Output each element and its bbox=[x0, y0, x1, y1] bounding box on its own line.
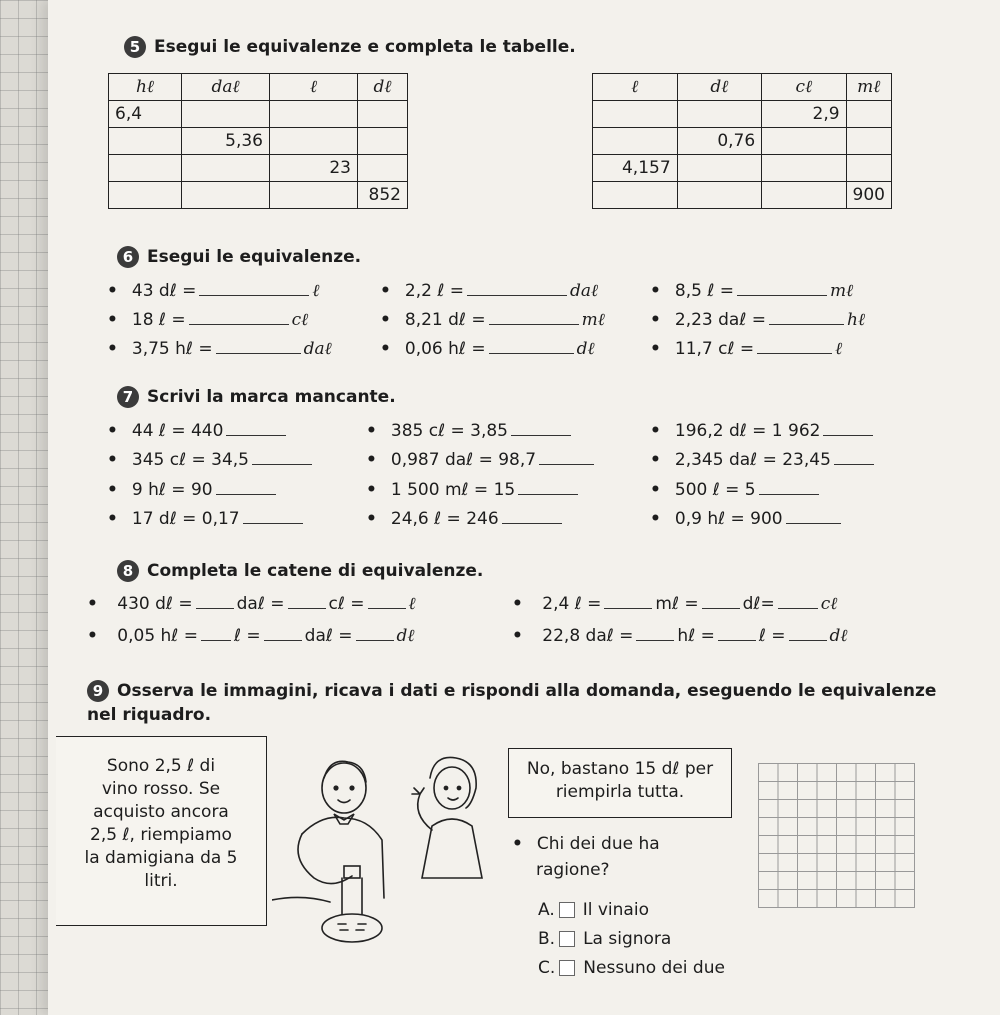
ex6-item bbox=[107, 339, 332, 359]
answer-blank[interactable] bbox=[757, 339, 832, 354]
ex6-item-left: 8,21 dℓ = bbox=[404, 310, 486, 330]
ex7-item-text: 44 ℓ = 440 bbox=[131, 421, 224, 441]
ex7-item bbox=[366, 421, 574, 441]
illustration-vinaio-signora bbox=[272, 748, 508, 944]
ex6-title: Esegui le equivalenze. bbox=[147, 247, 362, 267]
t2-header: dℓ bbox=[677, 74, 762, 101]
answer-blank[interactable] bbox=[786, 509, 841, 524]
ex8-number: 8 bbox=[117, 560, 139, 582]
ex5-number: 5 bbox=[124, 36, 146, 58]
chain-unit: daℓ = bbox=[304, 626, 353, 646]
answer-blank[interactable] bbox=[636, 626, 674, 641]
bubble-right-line: No, bastano 15 dℓ per bbox=[526, 759, 714, 779]
ex6-item-unit: hℓ bbox=[847, 310, 866, 330]
ex7-item-text: 0,987 daℓ = 98,7 bbox=[390, 450, 537, 470]
t1-cell[interactable] bbox=[109, 128, 182, 155]
ex6-item bbox=[380, 310, 605, 330]
answer-blank[interactable] bbox=[467, 281, 567, 296]
t1-cell[interactable] bbox=[270, 128, 358, 155]
ex6-item-left: 2,23 daℓ = bbox=[674, 310, 767, 330]
ex7-item-text: 9 hℓ = 90 bbox=[131, 480, 213, 500]
option-letter: A. bbox=[538, 900, 555, 920]
ex5-title: Esegui le equivalenze e completa le tabelle. bbox=[154, 37, 576, 57]
answer-blank[interactable] bbox=[604, 594, 652, 609]
ex5-table-1 bbox=[108, 73, 408, 209]
ex7-item-text: 196,2 dℓ = 1 962 bbox=[674, 421, 821, 441]
ex5-table-2 bbox=[592, 73, 892, 209]
ex7-number: 7 bbox=[117, 386, 139, 408]
t1-cell[interactable] bbox=[358, 155, 408, 182]
ex6-item-left: 2,2 ℓ = bbox=[404, 281, 464, 301]
t1-cell[interactable] bbox=[270, 101, 358, 128]
answer-blank[interactable] bbox=[196, 594, 234, 609]
option-c[interactable] bbox=[538, 958, 725, 978]
ex7-item bbox=[650, 509, 844, 529]
ex8-chain bbox=[87, 626, 415, 646]
ex8-chain bbox=[512, 626, 848, 646]
ex6-item-left: 0,06 hℓ = bbox=[404, 339, 486, 359]
ex5-heading bbox=[124, 36, 576, 58]
t1-cell[interactable] bbox=[358, 128, 408, 155]
demijohn-body bbox=[322, 914, 382, 942]
ex7-item bbox=[650, 450, 877, 470]
answer-blank[interactable] bbox=[489, 339, 574, 354]
answer-blank[interactable] bbox=[702, 594, 740, 609]
t1-cell[interactable]: 852 bbox=[358, 182, 408, 209]
ex6-item-left: 8,5 ℓ = bbox=[674, 281, 734, 301]
ex7-item-text: 345 cℓ = 34,5 bbox=[131, 450, 249, 470]
answer-blank[interactable] bbox=[718, 626, 756, 641]
ex7-item-text: 2,345 daℓ = 23,45 bbox=[674, 450, 831, 470]
t2-cell[interactable] bbox=[593, 101, 678, 128]
chain-unit: ℓ = bbox=[758, 626, 786, 646]
ex6-item bbox=[650, 339, 842, 359]
answer-blank[interactable] bbox=[539, 450, 594, 465]
notebook-grid-margin bbox=[0, 0, 48, 1015]
checkbox-b[interactable] bbox=[559, 931, 575, 947]
ex6-item bbox=[380, 339, 595, 359]
question-line: • Chi dei due ha bbox=[512, 834, 660, 854]
t1-cell[interactable] bbox=[182, 101, 270, 128]
t2-header: mℓ bbox=[846, 74, 891, 101]
t2-cell[interactable] bbox=[846, 128, 891, 155]
t2-cell[interactable] bbox=[677, 101, 762, 128]
ex7-item bbox=[107, 509, 306, 529]
ex7-item-text: 385 cℓ = 3,85 bbox=[390, 421, 508, 441]
woman-head bbox=[434, 767, 470, 809]
ex6-item bbox=[107, 310, 308, 330]
woman-dress bbox=[422, 819, 482, 878]
ex7-item-text: 24,6 ℓ = 246 bbox=[390, 509, 499, 529]
ex7-item-text: 500 ℓ = 5 bbox=[674, 480, 756, 500]
t2-cell[interactable] bbox=[593, 182, 678, 209]
answer-blank[interactable] bbox=[759, 480, 819, 495]
chain-unit: dℓ bbox=[829, 626, 848, 646]
t2-cell[interactable]: 2,9 bbox=[762, 101, 846, 128]
ex6-item-left: 11,7 cℓ = bbox=[674, 339, 755, 359]
chain-unit: dℓ bbox=[396, 626, 415, 646]
ex6-heading bbox=[117, 246, 361, 268]
chain-unit: hℓ = bbox=[677, 626, 715, 646]
t1-header: dℓ bbox=[358, 74, 408, 101]
t1-header: ℓ bbox=[270, 74, 358, 101]
t1-cell[interactable] bbox=[109, 182, 182, 209]
question bbox=[512, 834, 660, 880]
chain-unit: mℓ = bbox=[655, 594, 699, 614]
t2-cell[interactable] bbox=[593, 128, 678, 155]
ex6-item-unit: ℓ bbox=[312, 281, 320, 301]
answer-blank[interactable] bbox=[288, 594, 326, 609]
ex6-item bbox=[380, 281, 598, 301]
t1-cell[interactable] bbox=[109, 155, 182, 182]
t2-header: ℓ bbox=[593, 74, 678, 101]
answer-blank[interactable] bbox=[356, 626, 394, 641]
ex7-item bbox=[107, 421, 289, 441]
chain-unit: daℓ = bbox=[236, 594, 285, 614]
chain-unit: ℓ bbox=[408, 594, 416, 614]
t2-cell[interactable]: 900 bbox=[846, 182, 891, 209]
ex6-item-unit: daℓ bbox=[303, 339, 332, 359]
option-b[interactable] bbox=[538, 929, 671, 949]
chain-unit: cℓ bbox=[820, 594, 838, 614]
ex6-item-left: 3,75 hℓ = bbox=[131, 339, 213, 359]
option-a[interactable] bbox=[538, 900, 649, 920]
t1-header: hℓ bbox=[109, 74, 182, 101]
ex8-chain bbox=[87, 594, 416, 614]
ex6-item-unit: dℓ bbox=[576, 339, 595, 359]
option-text: Nessuno dei due bbox=[583, 958, 725, 978]
t2-header: cℓ bbox=[762, 74, 846, 101]
ex6-item-unit: ℓ bbox=[835, 339, 843, 359]
speech-box-signora bbox=[508, 748, 732, 818]
calculation-grid[interactable] bbox=[758, 763, 915, 908]
chain-start: 430 dℓ = bbox=[117, 594, 193, 614]
woman-arm bbox=[418, 794, 432, 830]
checkbox-a[interactable] bbox=[559, 902, 575, 918]
ex6-item bbox=[650, 310, 865, 330]
bubble-right-line: riempirla tutta. bbox=[555, 782, 685, 802]
t2-cell[interactable] bbox=[677, 182, 762, 209]
speech-box-vinaio bbox=[56, 736, 267, 926]
answer-blank[interactable] bbox=[368, 594, 406, 609]
answer-blank[interactable] bbox=[489, 310, 579, 325]
option-letter: B. bbox=[538, 929, 556, 949]
bubble-left-line: Sono 2,5 ℓ di bbox=[106, 756, 216, 776]
ex7-item-text: 0,9 hℓ = 900 bbox=[674, 509, 783, 529]
ex7-item bbox=[650, 480, 822, 500]
ex6-number: 6 bbox=[117, 246, 139, 268]
answer-blank[interactable] bbox=[518, 480, 578, 495]
chain-unit: dℓ= bbox=[742, 594, 775, 614]
man-body bbox=[302, 817, 384, 898]
question-line: ragione? bbox=[536, 860, 610, 880]
t2-cell[interactable] bbox=[846, 101, 891, 128]
option-text: La signora bbox=[583, 929, 672, 949]
option-text: Il vinaio bbox=[582, 900, 649, 920]
checkbox-c[interactable] bbox=[559, 960, 575, 976]
answer-blank[interactable] bbox=[216, 339, 301, 354]
chain-unit: ℓ = bbox=[233, 626, 261, 646]
t1-cell[interactable] bbox=[182, 182, 270, 209]
chain-unit: cℓ = bbox=[328, 594, 365, 614]
t1-cell[interactable]: 23 bbox=[270, 155, 358, 182]
bubble-left-line: litri. bbox=[144, 871, 178, 891]
ex7-item-text: 1 500 mℓ = 15 bbox=[390, 480, 516, 500]
t1-cell[interactable] bbox=[270, 182, 358, 209]
t1-cell[interactable] bbox=[182, 155, 270, 182]
ex6-item-unit: daℓ bbox=[570, 281, 599, 301]
bubble-left-line: 2,5 ℓ, riempiamo bbox=[90, 825, 232, 845]
t2-cell[interactable] bbox=[762, 182, 846, 209]
answer-blank[interactable] bbox=[823, 421, 873, 436]
t2-cell[interactable]: 4,157 bbox=[593, 155, 678, 182]
answer-blank[interactable] bbox=[252, 450, 312, 465]
ex9-title-line1: Osserva le immagini, ricava i dati e rispondi alla domanda, eseguendo le equivalenze bbox=[117, 681, 937, 701]
bubble-left-line: acquisto ancora bbox=[93, 802, 229, 822]
ex7-item-text: 17 dℓ = 0,17 bbox=[131, 509, 240, 529]
answer-blank[interactable] bbox=[189, 310, 289, 325]
ex7-heading bbox=[117, 386, 396, 408]
t1-cell[interactable]: 5,36 bbox=[182, 128, 270, 155]
ex9-heading bbox=[87, 680, 936, 702]
answer-blank[interactable] bbox=[511, 421, 571, 436]
ex9-number: 9 bbox=[87, 680, 109, 702]
ex8-chain bbox=[512, 594, 837, 614]
ex6-item-unit: mℓ bbox=[830, 281, 854, 301]
answer-blank[interactable] bbox=[502, 509, 562, 524]
answer-blank[interactable] bbox=[737, 281, 827, 296]
t1-cell[interactable]: 6,4 bbox=[109, 101, 182, 128]
ex8-heading bbox=[117, 560, 483, 582]
ex7-title: Scrivi la marca mancante. bbox=[147, 387, 396, 407]
answer-blank[interactable] bbox=[778, 594, 818, 609]
chain-start: 2,4 ℓ = bbox=[542, 594, 602, 614]
ex6-item-unit: cℓ bbox=[291, 310, 309, 330]
ex6-item-left: 18 ℓ = bbox=[131, 310, 186, 330]
ex7-item bbox=[366, 450, 597, 470]
t2-cell[interactable] bbox=[762, 155, 846, 182]
answer-blank[interactable] bbox=[216, 480, 276, 495]
answer-blank[interactable] bbox=[789, 626, 827, 641]
ex7-item bbox=[107, 480, 279, 500]
bubble-left-line: la damigiana da 5 bbox=[84, 848, 238, 868]
ex9-title-line2: nel riquadro. bbox=[87, 705, 212, 725]
option-letter: C. bbox=[538, 958, 556, 978]
ex6-item bbox=[107, 281, 319, 301]
ex7-item bbox=[366, 509, 565, 529]
answer-blank[interactable] bbox=[199, 281, 309, 296]
chain-start: 22,8 daℓ = bbox=[542, 626, 634, 646]
answer-blank[interactable] bbox=[264, 626, 302, 641]
ex6-item-unit: mℓ bbox=[581, 310, 605, 330]
ex8-title: Completa le catene di equivalenze. bbox=[147, 561, 484, 581]
t1-cell[interactable] bbox=[358, 101, 408, 128]
answer-blank[interactable] bbox=[201, 626, 231, 641]
bubble-left-line: vino rosso. Se bbox=[101, 779, 221, 799]
t2-cell[interactable] bbox=[677, 155, 762, 182]
ex7-item bbox=[366, 480, 581, 500]
ex6-item-left: 43 dℓ = bbox=[131, 281, 197, 301]
man-head bbox=[322, 763, 366, 813]
t2-cell[interactable] bbox=[846, 155, 891, 182]
ex7-item bbox=[107, 450, 315, 470]
chain-start: 0,05 hℓ = bbox=[117, 626, 198, 646]
answer-blank[interactable] bbox=[226, 421, 286, 436]
t1-header: daℓ bbox=[182, 74, 270, 101]
t2-cell[interactable] bbox=[762, 128, 846, 155]
answer-blank[interactable] bbox=[243, 509, 303, 524]
answer-blank[interactable] bbox=[834, 450, 874, 465]
ex7-item bbox=[650, 421, 876, 441]
ex6-item bbox=[650, 281, 853, 301]
t2-cell[interactable]: 0,76 bbox=[677, 128, 762, 155]
answer-blank[interactable] bbox=[769, 310, 844, 325]
